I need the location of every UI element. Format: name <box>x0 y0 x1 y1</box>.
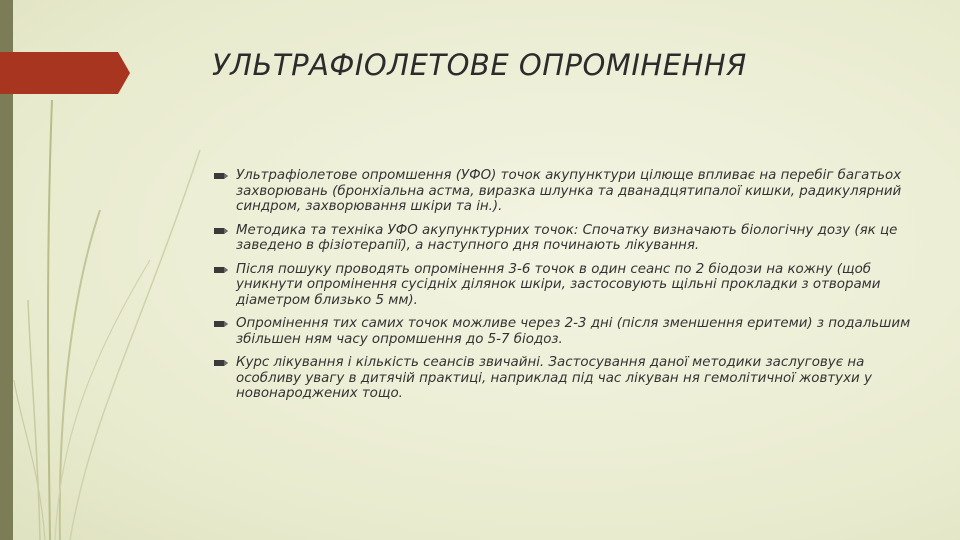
bullet-text: Курс лікування і кількість сеансів звичайні. Застосування даної методики заслуговує на особливу увагу в дитячій практиці, наприклад під час лікуван ня гемолітичної жовтухи у новонароджених тощо. <box>236 355 872 401</box>
bullet-item <box>214 223 914 254</box>
title-tab-shape <box>0 52 130 94</box>
pencil-bullet-icon <box>214 226 228 236</box>
bullet-item <box>214 168 914 215</box>
pencil-bullet-icon <box>214 265 228 275</box>
bullet-text: Після пошуку проводять опромінення 3-6 точок в один сеанс по 2 біодози на кожну (щоб уникнути опромінення сусідніх ділянок шкіри, застосовують щільні прокладки з отворами діаметром близько 5 мм). <box>236 261 881 308</box>
bullet-text: Опромінення тих самих точок можливе через 2-3 дні (після зменшення еритеми) з подальшим збільшен ням часу опромшення до 5-7 біодоз. <box>236 316 911 347</box>
bullet-text: Ультрафіолетове опромшення (УФО) точок акупунктури цілюще впливає на перебіг багатьох захворювань (бронхіальна астма, виразка шлунка та дванадцятипалої кишки, радикулярний синдром, захворювання шкіри та ін.). <box>236 168 902 214</box>
bullet-item <box>214 355 914 402</box>
bullet-item <box>214 262 914 309</box>
pencil-bullet-icon <box>214 358 228 368</box>
pencil-bullet-icon <box>214 319 228 329</box>
slide-title: УЛЬТРАФІОЛЕТОВЕ ОПРОМІНЕННЯ <box>212 48 747 82</box>
title-tab-arrow-icon <box>0 52 130 94</box>
bullet-item <box>214 316 914 347</box>
bullet-text: Методика та техніка УФО акупунктурних точок: Спочатку визначають біологічну дозу (як це заведено в фізіотерапії), а наступного дня починають лікування. <box>236 222 898 253</box>
pencil-bullet-icon <box>214 171 228 181</box>
bullet-list <box>214 168 914 410</box>
